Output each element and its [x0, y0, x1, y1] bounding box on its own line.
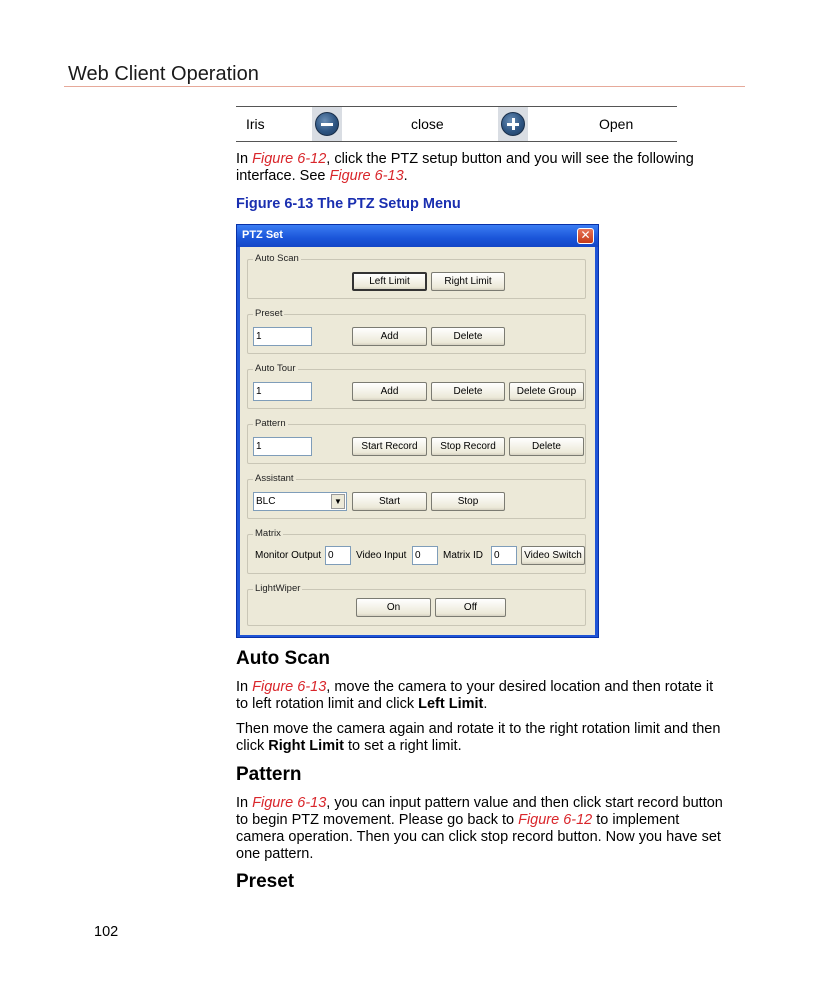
group-legend: Auto Tour: [255, 363, 296, 374]
figure-link[interactable]: Figure 6-13: [252, 679, 327, 695]
auto-scan-paragraph-2: [236, 721, 726, 755]
figure-link[interactable]: Figure 6-12: [518, 812, 593, 828]
iris-open-label: Open: [599, 116, 634, 132]
body-text: , move the camera to your desired location and then rotate it to left rotation limit and click: [236, 679, 714, 712]
monitor-output-label: Monitor Output: [255, 550, 322, 561]
preset-heading: Preset: [236, 871, 295, 892]
light-wiper-off-button[interactable]: Off: [435, 598, 506, 617]
header-divider: [64, 86, 745, 87]
group-legend: Preset: [255, 308, 283, 319]
monitor-output-input[interactable]: 0: [325, 546, 351, 565]
video-input-input[interactable]: 0: [412, 546, 438, 565]
delete-group-button[interactable]: Delete Group: [509, 382, 584, 401]
matrix-id-label: Matrix ID: [443, 550, 483, 561]
auto-scan-heading: Auto Scan: [236, 648, 330, 669]
group-legend: Matrix: [255, 528, 281, 539]
preset-delete-button[interactable]: Delete: [431, 327, 505, 346]
left-limit-button[interactable]: Left Limit: [352, 272, 427, 291]
intro-text: .: [403, 168, 408, 184]
page-header-title: Web Client Operation: [68, 63, 259, 85]
body-text: to implement camera operation. Then you can click stop record button. Now you have set one pattern.: [236, 812, 721, 862]
auto-tour-delete-button[interactable]: Delete: [431, 382, 505, 401]
close-icon[interactable]: ✕: [577, 228, 594, 244]
iris-label: Iris: [246, 116, 265, 132]
matrix-id-input[interactable]: 0: [491, 546, 517, 565]
light-wiper-on-button[interactable]: On: [356, 598, 431, 617]
assistant-select[interactable]: [253, 492, 347, 511]
assistant-start-button[interactable]: Start: [352, 492, 427, 511]
pattern-paragraph: [236, 795, 726, 863]
auto-scan-group: [247, 253, 586, 299]
group-legend: Auto Scan: [255, 253, 299, 264]
bold-term: Left Limit: [418, 696, 484, 712]
pattern-delete-button[interactable]: Delete: [509, 437, 584, 456]
assistant-group: [247, 473, 586, 519]
auto-tour-input[interactable]: 1: [253, 382, 312, 401]
right-limit-button[interactable]: Right Limit: [431, 272, 505, 291]
start-record-button[interactable]: Start Record: [352, 437, 427, 456]
video-switch-button[interactable]: Video Switch: [521, 546, 585, 565]
group-legend: Assistant: [255, 473, 294, 484]
intro-text: In: [236, 151, 253, 167]
intro-paragraph: [236, 151, 726, 185]
group-legend: Pattern: [255, 418, 286, 429]
assistant-selected-value: BLC: [256, 496, 276, 507]
dialog-title: PTZ Set: [242, 229, 283, 241]
bold-term: Right Limit: [268, 738, 344, 754]
preset-group: [247, 308, 586, 354]
auto-tour-add-button[interactable]: Add: [352, 382, 427, 401]
dialog-client-area: [240, 247, 595, 635]
body-text: to set a right limit.: [343, 738, 462, 754]
body-text: Then move the camera again and rotate it to the right rotation limit and then click: [236, 721, 721, 754]
plus-circle-icon: [501, 112, 525, 136]
stop-record-button[interactable]: Stop Record: [431, 437, 505, 456]
iris-open-icon-cell: [498, 107, 528, 141]
auto-tour-group: [247, 363, 586, 409]
iris-close-icon-cell: [312, 107, 342, 141]
body-text: In: [236, 679, 253, 695]
figure-link[interactable]: Figure 6-12: [252, 151, 327, 167]
auto-scan-paragraph-1: [236, 679, 726, 713]
page-number: 102: [94, 924, 119, 940]
pattern-heading: Pattern: [236, 764, 302, 785]
iris-close-label: close: [411, 116, 444, 132]
body-text: , you can input pattern value and then click start record button to begin PTZ movement. Please go back to: [236, 795, 723, 828]
pattern-group: [247, 418, 586, 464]
matrix-group: [247, 528, 586, 574]
light-wiper-group: [247, 583, 586, 626]
figure-link[interactable]: Figure 6-13: [329, 168, 404, 184]
pattern-input[interactable]: 1: [253, 437, 312, 456]
video-input-label: Video Input: [356, 550, 407, 561]
group-legend: LightWiper: [255, 583, 301, 594]
preset-input[interactable]: 1: [253, 327, 312, 346]
body-text: In: [236, 795, 253, 811]
preset-add-button[interactable]: Add: [352, 327, 427, 346]
ptz-set-dialog: [236, 224, 599, 638]
dialog-titlebar[interactable]: [237, 225, 598, 247]
figure-link[interactable]: Figure 6-13: [252, 795, 327, 811]
chevron-down-icon[interactable]: ▼: [331, 494, 345, 509]
intro-text: , click the PTZ setup button and you will see the following interface. See: [236, 151, 694, 184]
assistant-stop-button[interactable]: Stop: [431, 492, 505, 511]
figure-caption: Figure 6-13 The PTZ Setup Menu: [236, 196, 461, 212]
minus-circle-icon: [315, 112, 339, 136]
iris-table: [236, 106, 677, 142]
body-text: .: [483, 696, 488, 712]
